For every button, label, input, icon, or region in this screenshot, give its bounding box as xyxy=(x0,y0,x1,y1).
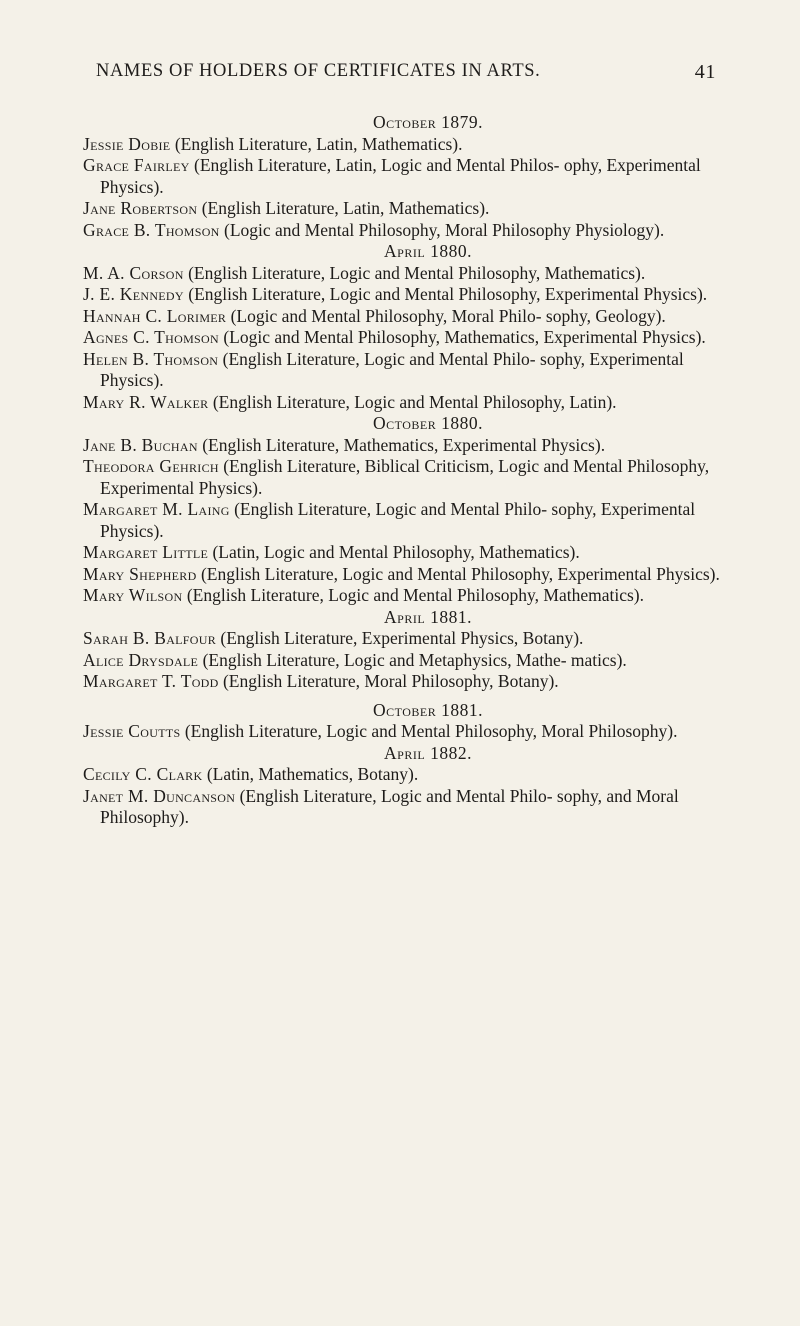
holder-subjects: (English Literature, Logic and Mental Philo- sophy, and Moral Philosophy). xyxy=(100,785,679,827)
list-item xyxy=(83,499,733,542)
holder-name: Janet M. Duncanson xyxy=(83,785,236,806)
holder-subjects: (Latin, Logic and Mental Philosophy, Mathematics). xyxy=(212,542,580,562)
holder-subjects: (Latin, Mathematics, Botany). xyxy=(206,764,419,784)
holder-name: Jessie Coutts xyxy=(83,721,181,741)
holder-subjects: (English Literature, Logic and Mental Philosophy, Experimental Physics). xyxy=(200,563,720,584)
holder-name: Agnes C. Thomson xyxy=(83,327,219,347)
certificate-list xyxy=(83,112,733,829)
holder-subjects: (English Literature, Biblical Criticism, Logic and Mental Philosophy, Experimental Physics). xyxy=(100,456,710,498)
holder-subjects: (English Literature, Latin, Mathematics). xyxy=(201,198,490,218)
holder-name: Mary R. Walker xyxy=(83,391,209,412)
holder-name: Cecily C. Clark xyxy=(83,764,203,784)
list-item xyxy=(83,456,733,499)
holder-name: Jane Robertson xyxy=(83,198,198,218)
holder-name: Grace Fairley xyxy=(83,155,190,175)
holder-name: Alice Drysdale xyxy=(83,649,199,670)
section-date: October 1881. xyxy=(372,699,483,720)
list-item xyxy=(83,650,733,672)
holder-name: J. E. Kennedy xyxy=(83,284,184,304)
list-item xyxy=(83,786,733,829)
holder-subjects: (English Literature, Moral Philosophy, Botany). xyxy=(222,671,559,691)
list-item xyxy=(83,263,733,285)
list-item xyxy=(83,585,733,607)
list-item xyxy=(83,134,733,156)
holder-subjects: (English Literature, Logic and Metaphysics, Mathe- matics). xyxy=(202,649,627,670)
list-item xyxy=(83,284,733,306)
holder-name: Grace B. Thomson xyxy=(83,219,220,240)
holder-name: Margaret T. Todd xyxy=(83,671,219,691)
holder-name: M. A. Corson xyxy=(83,262,184,283)
holder-subjects: (English Literature, Logic and Mental Philo- sophy, Experimental Physics). xyxy=(100,499,696,541)
holder-subjects: (English Literature, Logic and Mental Philosophy, Moral Philosophy). xyxy=(184,721,678,741)
holder-name: Mary Shepherd xyxy=(83,563,197,584)
holder-subjects: (English Literature, Latin, Mathematics). xyxy=(174,133,463,154)
list-item xyxy=(83,542,733,564)
holder-subjects: (Logic and Mental Philosophy, Moral Philo- sophy, Geology). xyxy=(230,305,666,326)
holder-subjects: (English Literature, Logic and Mental Philosophy, Mathematics). xyxy=(188,262,646,283)
list-item xyxy=(83,564,733,586)
list-item xyxy=(83,155,733,198)
holder-subjects: (Logic and Mental Philosophy, Moral Philosophy Physiology). xyxy=(224,219,665,240)
holder-name: Sarah B. Balfour xyxy=(83,628,217,648)
holder-name: Margaret M. Laing xyxy=(83,499,230,519)
holder-subjects: (English Literature, Mathematics, Experimental Physics). xyxy=(202,434,606,455)
section-date: October 1880. xyxy=(372,413,483,433)
holder-name: Mary Wilson xyxy=(83,585,183,605)
holder-subjects: (English Literature, Latin, Logic and Mental Philos- ophy, Experimental Physics). xyxy=(100,155,701,197)
list-item xyxy=(83,671,733,693)
list-item xyxy=(83,628,733,650)
holder-name: Margaret Little xyxy=(83,542,209,562)
holder-name: Jessie Dobie xyxy=(83,133,171,154)
running-head-title: NAMES OF HOLDERS OF CERTIFICATES IN ARTS. xyxy=(96,61,541,81)
holder-subjects: (English Literature, Logic and Mental Philosophy, Mathematics). xyxy=(186,585,644,605)
holder-subjects: (English Literature, Experimental Physics, Botany). xyxy=(220,628,584,648)
holder-subjects: (English Literature, Logic and Mental Philo- sophy, Experimental Physics). xyxy=(100,348,684,390)
holder-subjects: (English Literature, Logic and Mental Philosophy, Latin). xyxy=(212,391,617,412)
section-date: April 1881. xyxy=(384,606,472,627)
holder-subjects: (English Literature, Logic and Mental Philosophy, Experimental Physics). xyxy=(188,284,708,304)
holder-name: Theodora Gehrich xyxy=(83,456,219,476)
list-item xyxy=(83,435,733,457)
list-item xyxy=(83,349,733,392)
section-date: October 1879. xyxy=(372,112,483,132)
section-date: April 1882. xyxy=(384,742,472,763)
list-item xyxy=(83,327,733,349)
list-item xyxy=(83,392,733,414)
holder-name: Helen B. Thomson xyxy=(83,348,219,369)
list-item xyxy=(83,764,733,786)
list-item xyxy=(83,220,733,242)
list-item xyxy=(83,198,733,220)
holder-name: Hannah C. Lorimer xyxy=(83,305,227,326)
holder-name: Jane B. Buchan xyxy=(83,434,198,455)
holder-subjects: (Logic and Mental Philosophy, Mathematics, Experimental Physics). xyxy=(223,327,706,347)
section-date: April 1880. xyxy=(384,241,472,261)
page-number: 41 xyxy=(694,61,716,83)
list-item xyxy=(83,306,733,328)
list-item xyxy=(83,721,733,743)
